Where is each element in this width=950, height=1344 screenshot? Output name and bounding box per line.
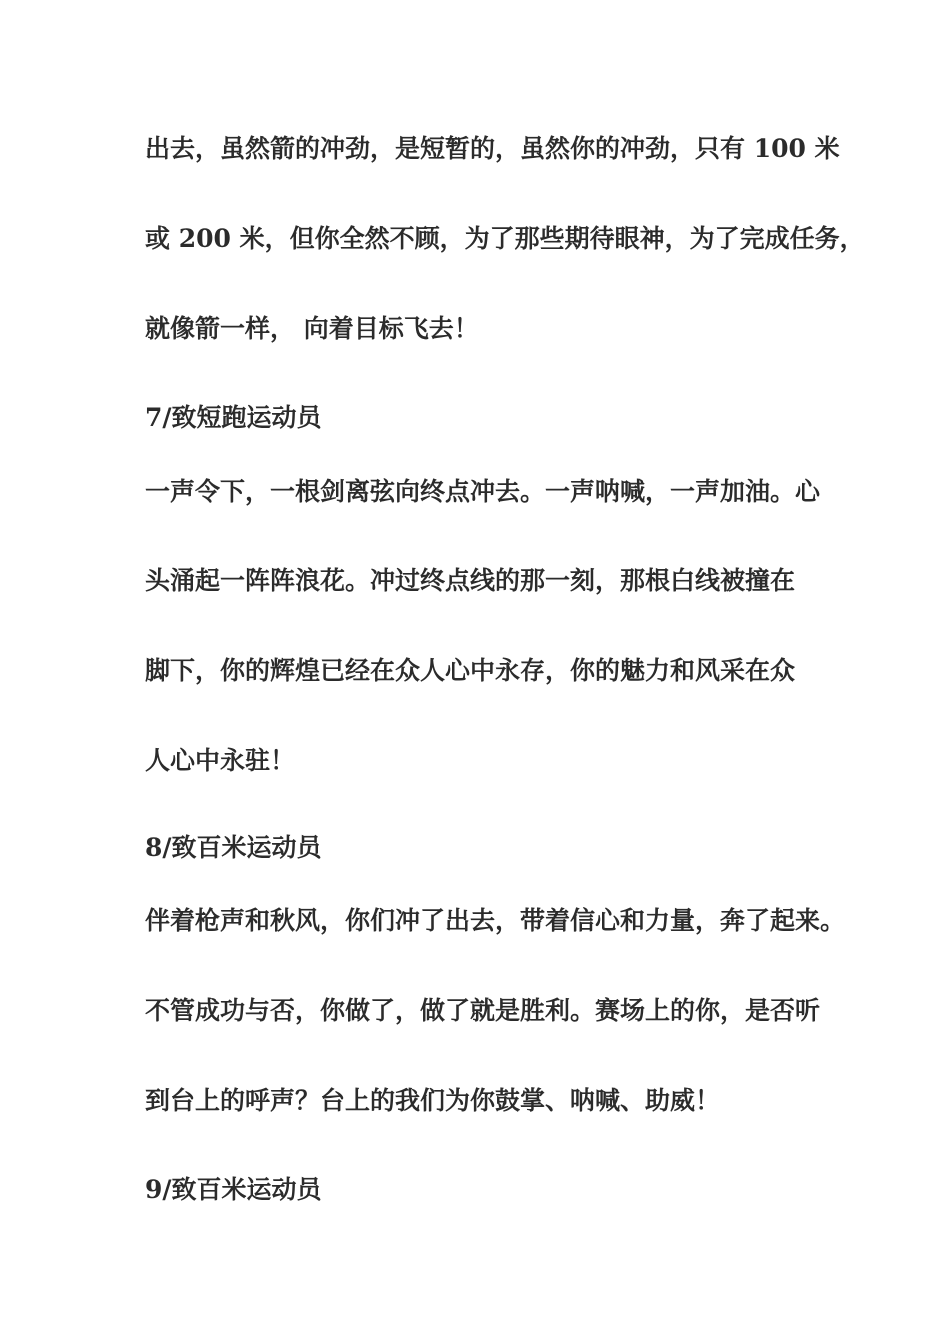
- section-heading: 8/致百米运动员: [145, 833, 322, 862]
- paragraph-line: 不管成功与否，你做了，做了就是胜利。赛场上的你，是否听: [145, 996, 821, 1025]
- paragraph-line: 一声令下，一根剑离弦向终点冲去。一声呐喊，一声加油。心: [145, 477, 821, 506]
- section-heading: 7/致短跑运动员: [145, 403, 322, 432]
- paragraph-line: 到台上的呼声？台上的我们为你鼓掌、呐喊、助威！: [145, 1086, 721, 1115]
- section-heading: 9/致百米运动员: [145, 1175, 322, 1204]
- paragraph-line: 伴着枪声和秋风，你们冲了出去，带着信心和力量，奔了起来。: [145, 906, 846, 935]
- paragraph-line: 人心中永驻！: [145, 746, 296, 775]
- paragraph-line: 脚下，你的辉煌已经在众人心中永存，你的魅力和风采在众: [145, 656, 796, 685]
- paragraph-line: 头涌起一阵阵浪花。冲过终点线的那一刻，那根白线被撞在: [145, 566, 796, 595]
- paragraph-line: 就像箭一样， 向着目标飞去！: [145, 314, 479, 343]
- paragraph-line: 出去，虽然箭的冲劲，是短暂的，虽然你的冲劲，只有 100 米: [145, 134, 840, 163]
- paragraph-line: 或 200 米，但你全然不顾，为了那些期待眼神，为了完成任务，: [145, 224, 865, 253]
